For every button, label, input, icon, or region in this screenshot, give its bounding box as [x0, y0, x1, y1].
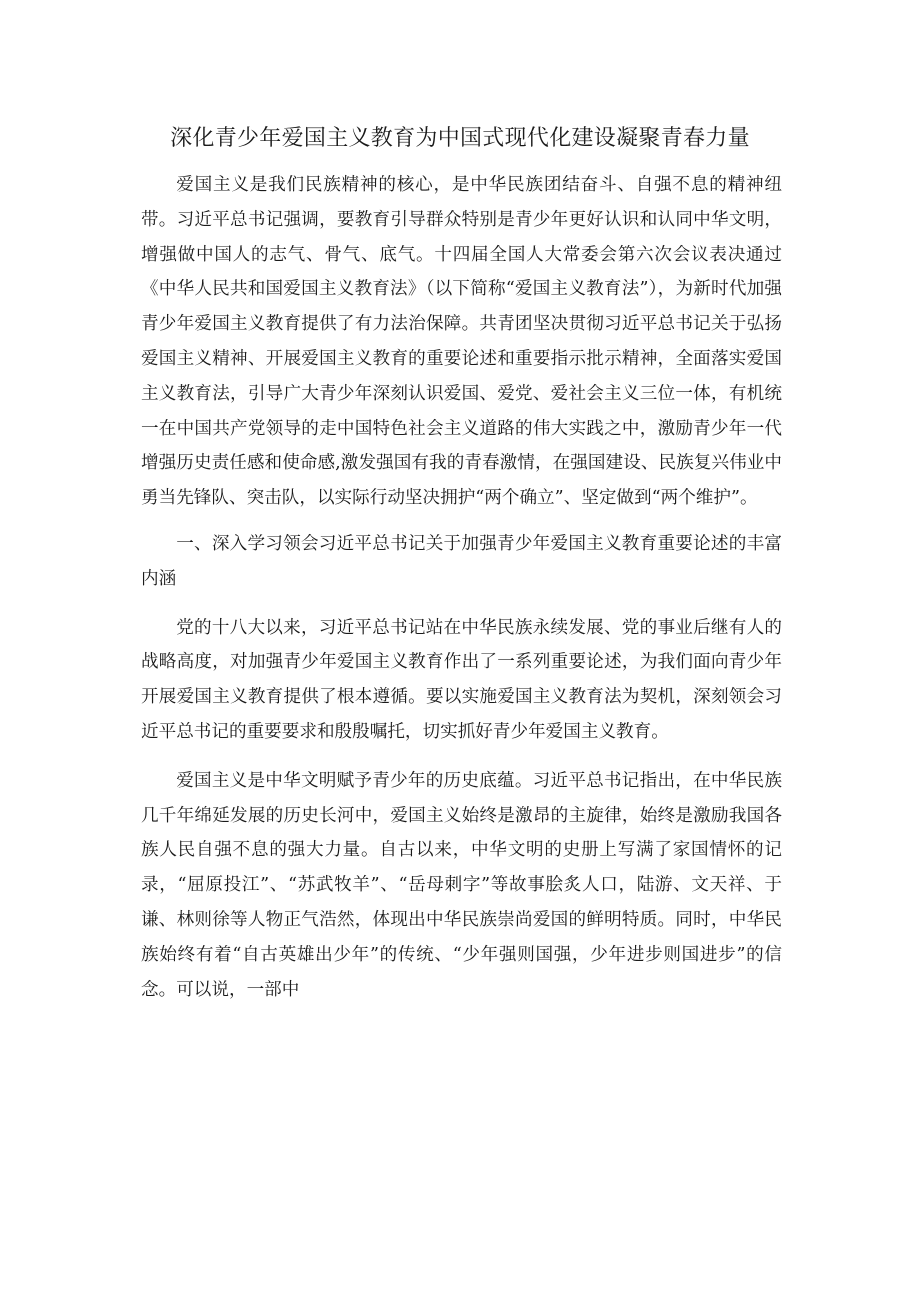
- body-paragraph: 党的十八大以来，习近平总书记站在中华民族永续发展、党的事业后继有人的战略高度，对加强青少年爱国主义教育作出了一系列重要论述，为我们面向青少年开展爱国主义教育提供了根本遵循。要以实施爱国主义教育法为契机，深刻领会习近平总书记的重要要求和殷殷嘱托，切实抓好青少年爱国主义教育。: [141, 617, 782, 742]
- body-paragraph: 爱国主义是我们民族精神的核心，是中华民族团结奋斗、自强不息的精神纽带。习近平总书记强调，要教育引导群众特别是青少年更好认识和认同中华文明，增强做中国人的志气、骨气、底气。十四届全国人大常委会第六次会议表决通过《中华人民共和国爱国主义教育法》（以下简称“爱国主义教育法”），为新时代加强青少年爱国主义教育提供了有力法治保障。共青团坚决贯彻习近平总书记关于弘扬爱国主义精神、开展爱国主义教育的重要论述和重要指示批示精神，全面落实爱国主义教育法，引导广大青少年深刻认识爱国、爱党、爱社会主义三位一体，有机统一在中国共产党领导的走中国特色社会主义道路的伟大实践之中，激励青少年一代增强历史责任感和使命感,激发强国有我的青春激情，在强国建设、民族复兴伟业中勇当先锋队、突击队，以实际行动坚决拥护“两个确立”、坚定做到“两个维护”。: [141, 175, 782, 509]
- body-paragraph: 爱国主义是中华文明赋予青少年的历史底蕴。习近平总书记指出，在中华民族几千年绵延发展的历史长河中，爱国主义始终是激昂的主旋律，始终是激励我国各族人民自强不息的强大力量。自古以来，中华文明的史册上写满了家国情怀的记录，“屈原投江”、“苏武牧羊”、“岳母刺字”等故事脍炙人口，陆游、文天祥、于谦、林则徐等人物正气浩然，体现出中华民族崇尚爱国的鲜明特质。同时，中华民族始终有着“自古英雄出少年”的传统、“少年强则国强，少年进步则国进步”的信念。可以说，一部中: [141, 770, 782, 1000]
- section-heading: 一、深入学习领会习近平总书记关于加强青少年爱国主义教育重要论述的丰富内涵: [141, 533, 782, 589]
- document-body: [141, 168, 782, 1007]
- document-title: 深化青少年爱国主义教育为中国式现代化建设凝聚青春力量: [170, 126, 750, 151]
